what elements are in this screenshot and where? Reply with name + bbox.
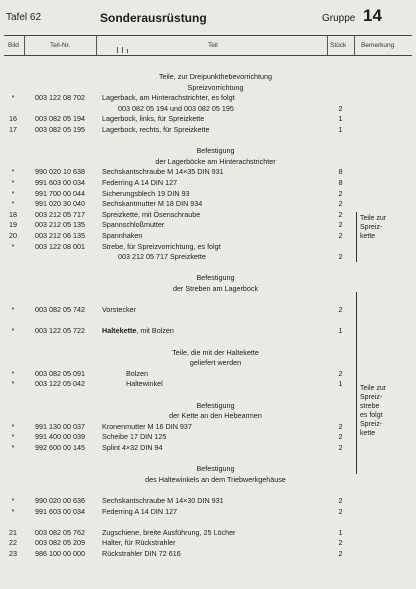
cell-teil [102,93,235,103]
header-bottom-rule [4,55,412,56]
table-row [0,517,416,527]
table-row [0,104,416,114]
cell-bild: * [11,379,15,389]
cell-teil-text: Zugschiene, breite Ausführung, 25 Löcher [102,527,236,537]
cell-teil [102,199,202,209]
table-row [0,114,416,124]
cell-bild: * [11,93,15,103]
cell-teil-text: Spannschloßmutter [102,220,165,230]
cell-teil [102,167,224,177]
cell-teil-text: Sicherungsblech 19 DIN 93 [102,188,190,198]
cell-stueck: 8 [338,178,343,187]
cell-teil-nr: 003 122 05 722 [35,326,85,336]
table-row [0,475,416,485]
cell-teil-text: Halter, für Rückstrahler [102,538,176,548]
cell-bild: 22 [9,538,17,548]
cell-bild: * [11,443,15,452]
cell-teil-nr: 003 082 05 742 [35,305,85,315]
cell-teil-text: Kronenmutter M 16 DIN 937 [102,421,192,431]
cell-teil-nr: 003 212 05 717 [35,209,85,219]
column-header-stueck: Stück [330,42,347,49]
cell-teil [102,528,235,538]
cell-stueck: 2 [338,199,343,209]
cell-teil-text: Spreizkette, mit Ösenschraube [102,209,201,219]
cell-stueck: 2 [338,209,343,219]
cell-teil-nr: 991 603 00 034 [35,506,85,516]
note-line: Spreiz- [360,421,383,428]
table-row [0,528,416,538]
cell-teil [102,475,329,485]
cell-stueck: 2 [338,549,343,558]
cell-teil-text: Splint 4×32 DIN 94 [102,443,163,452]
table-row [0,507,416,517]
column-divider-teilnr [96,35,97,55]
cell-teil [102,432,166,442]
cell-teil [102,348,329,358]
cell-bild: * [11,178,15,187]
cell-teil-nr: 990 020 10 638 [35,167,85,177]
cell-bild: * [11,506,15,516]
cell-stueck: 2 [338,252,343,262]
cell-bild: * [11,199,15,209]
table-row [0,157,416,167]
table-row [0,263,416,273]
cell-teil [102,443,163,453]
table-row [0,83,416,93]
cell-teil [126,369,148,379]
cell-stueck: 2 [338,368,343,378]
cell-teil-text: 003 082 05 194 und 003 082 05 195 [118,103,234,113]
cell-bild: * [11,167,15,177]
cell-stueck: 2 [338,220,343,230]
table-row [0,167,416,177]
cell-teil-nr: 991 130 00 037 [35,421,85,431]
bracket-note-1 [354,212,357,262]
cell-stueck: 1 [338,379,343,389]
cell-teil-text: Vorstecker [102,305,136,315]
cell-stueck: 2 [338,443,343,452]
cell-bild: 16 [9,114,17,124]
cell-stueck: 8 [338,167,343,177]
cell-teil [102,496,224,506]
cell-bild: 21 [9,527,17,537]
cell-teil [102,220,164,230]
cell-teil-text: Sechskantschraube M 14×30 DIN 931 [102,496,224,505]
cell-teil-nr: 003 122 08 001 [35,241,85,251]
cell-teil-text: Befestigung [196,464,235,474]
cell-teil-text: Befestigung [196,146,235,156]
cell-teil [102,411,329,421]
cell-teil-text: 003 212 05 717 Spreizkette [118,252,206,262]
cell-teil [102,72,329,82]
note-line: kette [360,430,376,437]
table-row [0,538,416,548]
cell-teil [102,305,136,315]
cell-teil-text: geliefert werden [189,358,242,368]
cell-teil-nr: 003 122 08 702 [35,93,85,103]
bracket-note-2 [354,292,357,474]
cell-bild: * [11,432,15,442]
cell-teil [102,178,177,188]
cell-stueck: 2 [338,305,343,315]
table-row [0,189,416,199]
note-line: Teile zur [360,385,387,392]
cell-stueck: 2 [338,538,343,548]
note-line: es folgt [360,412,383,419]
cell-bild: 23 [9,549,17,558]
cell-teil-text: Strebe, für Spreizvorrichtung, es folgt [102,241,221,251]
column-divider-stueck [327,35,328,55]
cell-stueck: 2 [338,188,343,198]
cell-teil-bold: Haltekette [102,326,137,336]
group-number: 14 [363,6,382,25]
cell-teil [102,125,209,135]
table-row [0,485,416,495]
cell-bild: * [11,421,15,431]
column-header-bild: Bild [8,42,19,49]
cell-stueck: 2 [338,421,343,431]
header-tick [127,49,128,53]
cell-stueck: 2 [338,432,343,442]
cell-teil [102,538,176,548]
cell-teil-nr: 986 100 00 000 [35,549,85,558]
cell-teil-text: Befestigung [196,400,235,410]
column-divider-bild [24,35,25,55]
note-teile-zur-spreizkette [360,214,386,241]
cell-teil-text: Befestigung [196,273,235,283]
table-row [0,72,416,82]
column-header-teil: Teil [208,42,218,49]
column-header-teilnr: Teil-Nr. [50,42,71,49]
cell-teil [102,464,329,474]
cell-stueck: 2 [338,231,343,240]
cell-teil-text: der Kette an den Hebearmen [169,411,262,421]
cell-teil [118,104,234,114]
cell-teil [102,507,177,517]
cell-bild: * [11,188,15,198]
header-tick [117,47,118,53]
cell-teil [118,252,206,262]
cell-teil [102,242,221,252]
cell-teil-text: Teile, zur Dreipunkthebevorrichtung [158,72,273,81]
cell-stueck: 1 [338,125,343,134]
cell-teil-nr: 992 600 00 145 [35,443,85,452]
cell-teil [126,379,163,389]
note-line: Teile zur [360,215,387,222]
cell-bild: 19 [9,220,17,230]
table-row [0,125,416,135]
cell-teil-text: Scheibe 17 DIN 125 [102,432,167,442]
cell-teil-text: Teile, die mit der Haltekette [172,347,259,357]
note-line: kette [360,233,376,240]
cell-teil [102,284,329,294]
cell-stueck: 2 [338,103,343,113]
cell-teil [102,146,329,156]
page-title: Sonderausrüstung [100,11,207,25]
cell-teil-text: Bolzen [126,368,148,378]
table-row [0,136,416,146]
cell-teil-text: , mit Bolzen [136,326,174,336]
cell-bild: * [11,496,15,505]
cell-stueck: 2 [338,496,343,505]
cell-bild: * [11,326,15,336]
cell-teil-text: Rückstrahler DIN 72 616 [102,549,181,558]
cell-teil [102,273,329,283]
cell-stueck: 1 [338,326,343,336]
table-row [0,549,416,559]
group-label: Gruppe [322,13,356,24]
cell-teil-text: Lagerbock, links, für Spreizkette [102,114,205,124]
cell-teil-text: Haltewinkel [126,379,163,389]
table-row [0,178,416,188]
cell-stueck: 1 [338,114,343,124]
cell-teil-text: Lagerback, am Hinterachstrichter, es folgt [102,93,235,103]
cell-bild: * [11,368,15,378]
cell-teil-nr: 003 122 05 042 [35,379,85,389]
cell-teil-text: Lagerbock, rechts, für Spreizkette [102,125,210,134]
cell-bild: 18 [9,209,17,219]
note-line: Spreiz- [360,394,383,401]
cell-teil-nr: 003 082 05 194 [35,114,85,124]
cell-teil [102,210,200,220]
cell-teil-text: Sechskantschraube M 14×35 DIN 931 [102,167,224,177]
cell-teil-nr: 991 700 00 044 [35,188,85,198]
cell-teil-nr: 990 020 00 636 [35,496,85,505]
cell-teil-nr: 991 020 30 040 [35,199,85,209]
cell-teil-nr: 003 082 05 762 [35,527,85,537]
cell-teil [102,114,204,124]
table-row [0,496,416,506]
column-divider-bemerkung [354,35,355,55]
header-top-rule [4,35,412,36]
cell-teil-nr: 003 212 06 135 [35,231,85,240]
cell-teil [102,326,174,336]
cell-teil [102,422,192,432]
cell-teil-text: Federring A 14 DIN 127 [102,178,178,187]
cell-teil [102,189,190,199]
cell-teil-nr: 003 082 05 209 [35,538,85,548]
cell-bild: 17 [9,125,17,134]
cell-teil-nr: 991 603 00 034 [35,178,85,187]
cell-teil-text: Spannhaken [102,231,143,240]
cell-stueck: 1 [338,527,343,537]
table-row [0,199,416,209]
cell-teil [102,231,142,241]
table-row [0,146,416,156]
cell-teil-nr: 003 212 05 135 [35,220,85,230]
cell-teil [102,83,329,93]
cell-bild: * [11,305,15,315]
note-teile-zur-spreizstrebe [360,384,386,438]
cell-teil-text: des Haltewinkels an dem Triebwerkgehäuse [145,474,286,484]
table-row [0,93,416,103]
table-row [0,273,416,283]
cell-teil [102,358,329,368]
cell-teil [102,401,329,411]
header-tick [122,47,123,53]
cell-bild: 20 [9,231,17,240]
cell-teil-text: Federring A 14 DIN 127 [102,506,178,516]
cell-teil [102,157,329,167]
cell-stueck: 2 [338,506,343,516]
column-header-bemerkung: Bemerkung [361,42,395,49]
page-label: Tafel 62 [6,12,42,23]
cell-teil-nr: 003 082 05 195 [35,125,85,134]
cell-teil-text: der Lagerböcke am Hinterachstrichter [155,156,276,166]
cell-teil-nr: 003 082 05 091 [35,368,85,378]
cell-teil-text: der Streben am Lagerbock [172,284,259,293]
cell-teil-nr: 991 400 00 039 [35,432,85,442]
cell-teil-text: Spreizvorrichtung [187,82,244,92]
note-line: strebe [360,403,380,410]
cell-bild: * [11,241,15,251]
note-line: Spreiz- [360,224,383,231]
cell-teil-text: Sechskantmutter M 18 DIN 934 [102,199,203,209]
cell-teil [102,549,181,559]
